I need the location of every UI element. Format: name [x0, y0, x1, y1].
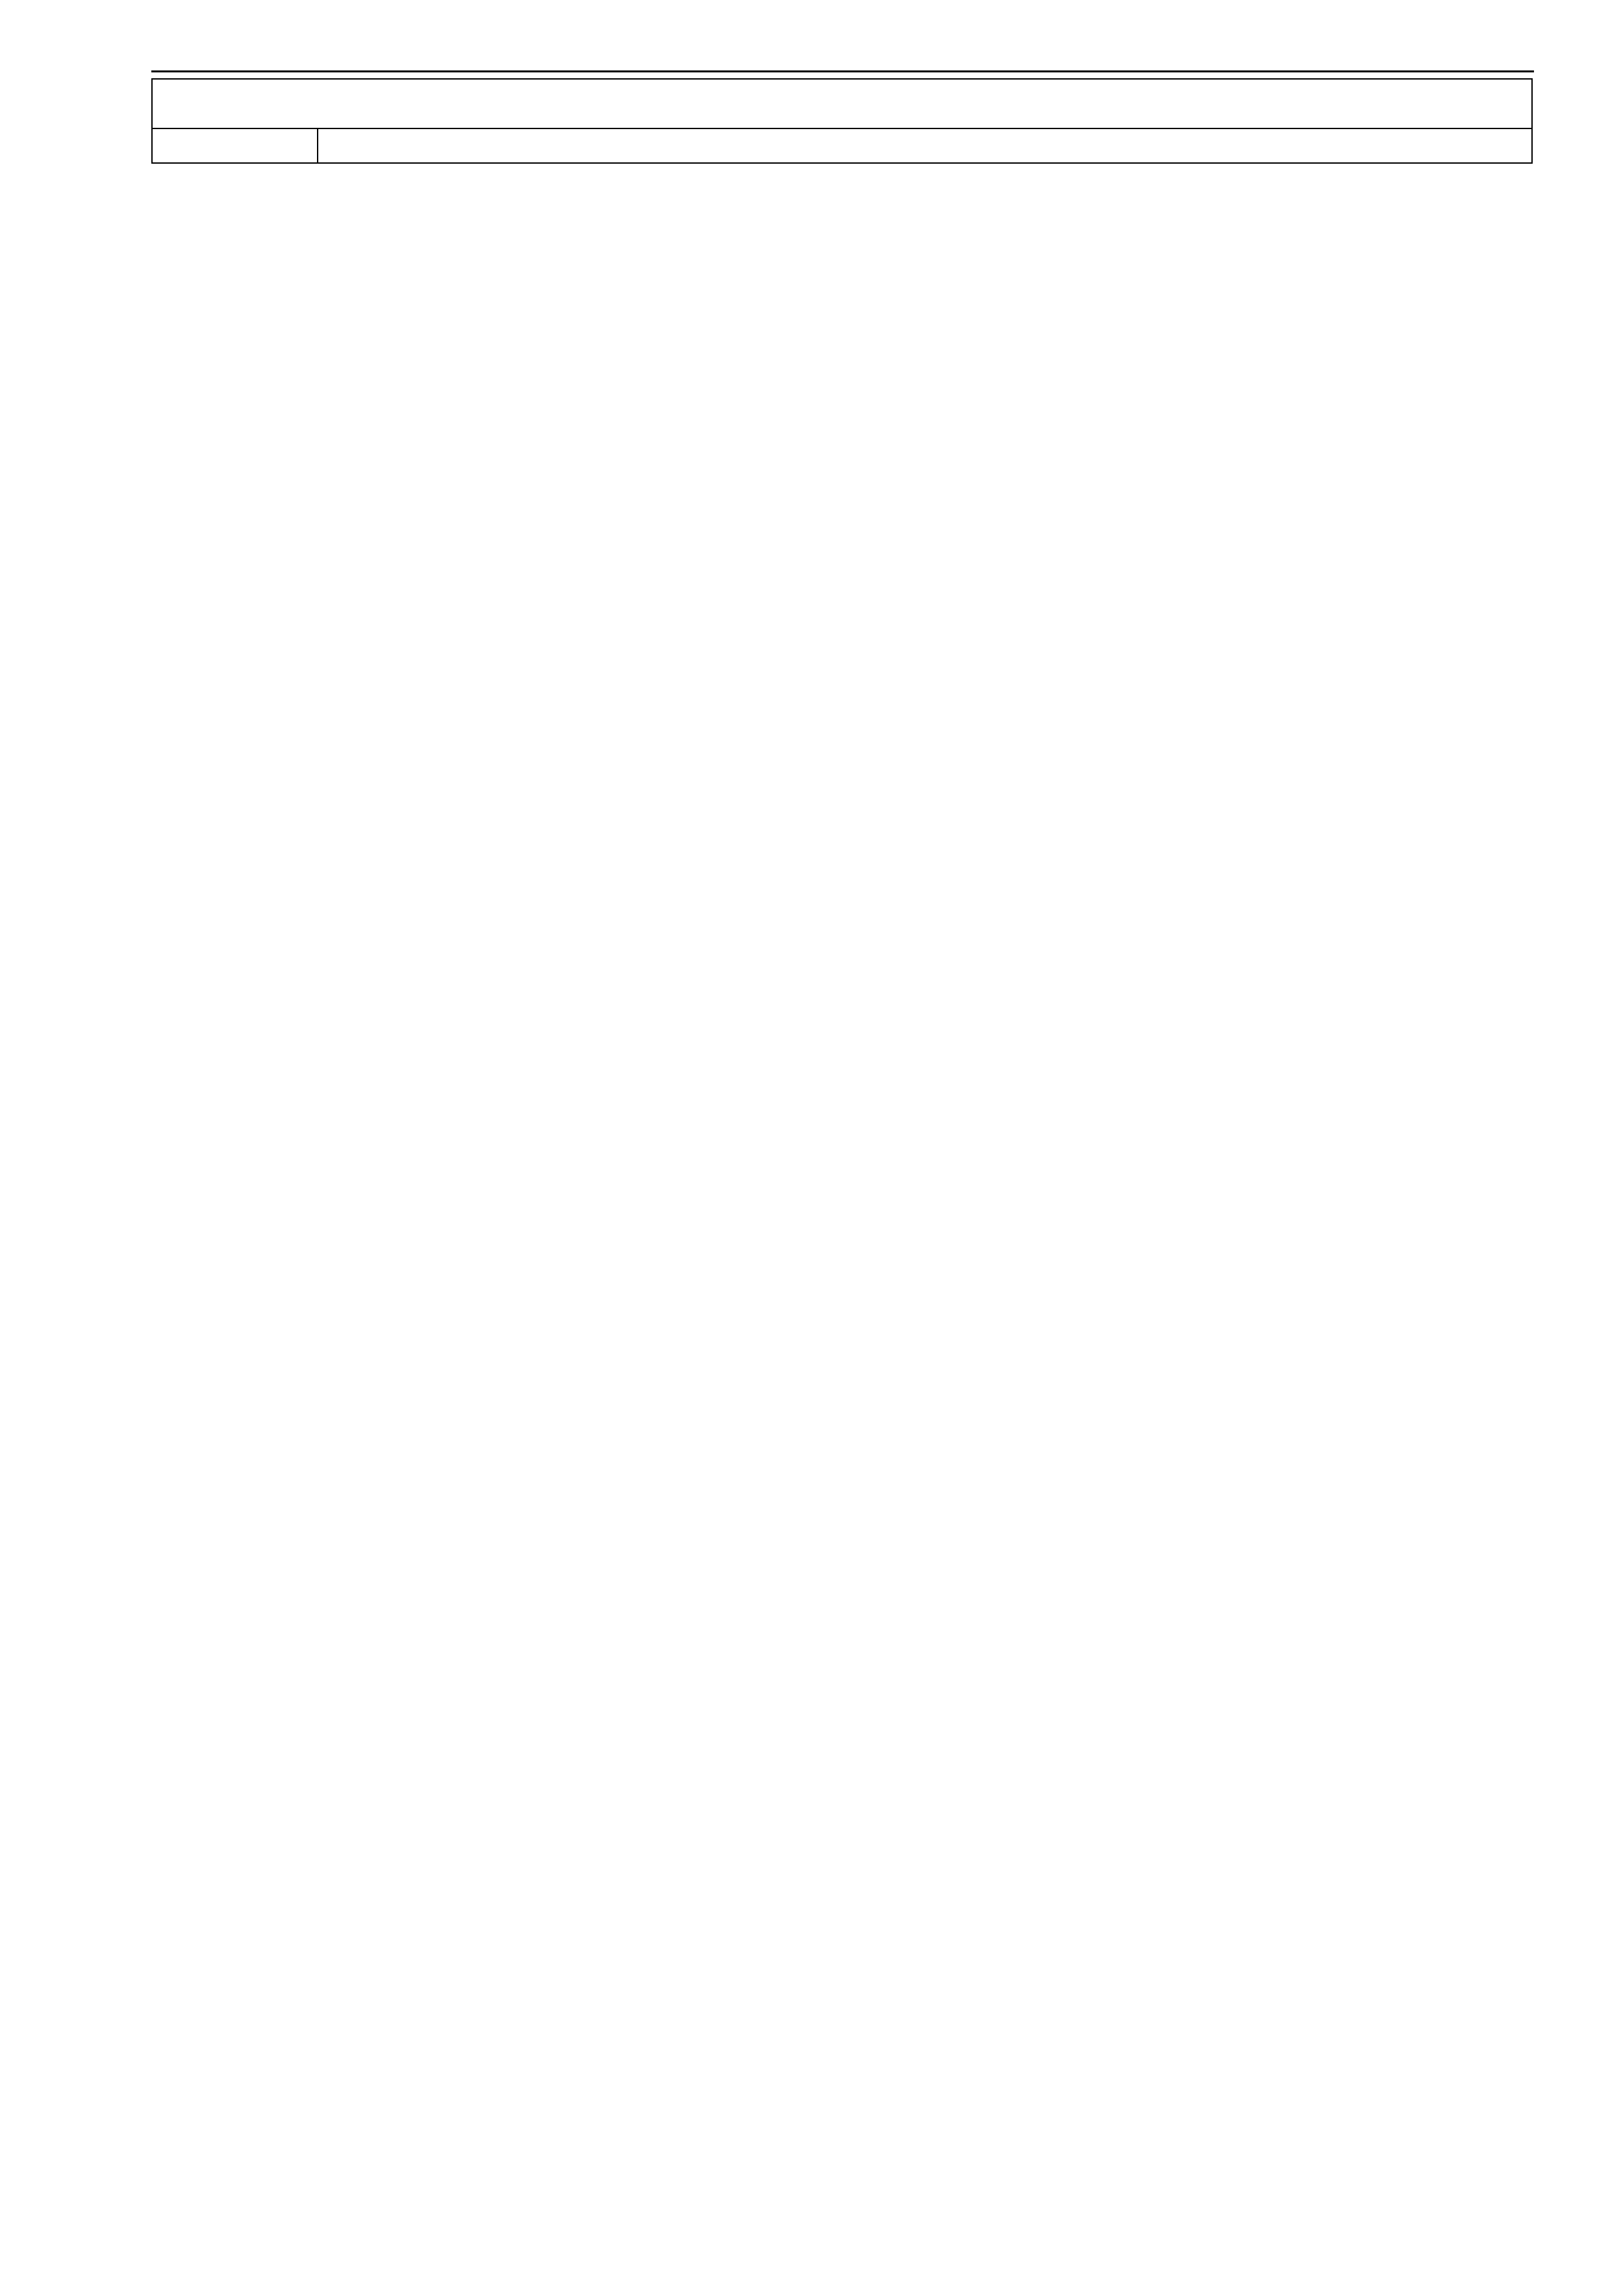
meter-line: [159, 95, 1525, 124]
table-title-cell: [152, 79, 1532, 128]
table-title-row: [152, 79, 1532, 128]
empty-cell: [152, 128, 318, 163]
header-rule: [151, 70, 1534, 72]
rates-table: [151, 78, 1533, 164]
table-subtitle: [318, 128, 1532, 163]
table-subtitle-row: [152, 128, 1532, 163]
